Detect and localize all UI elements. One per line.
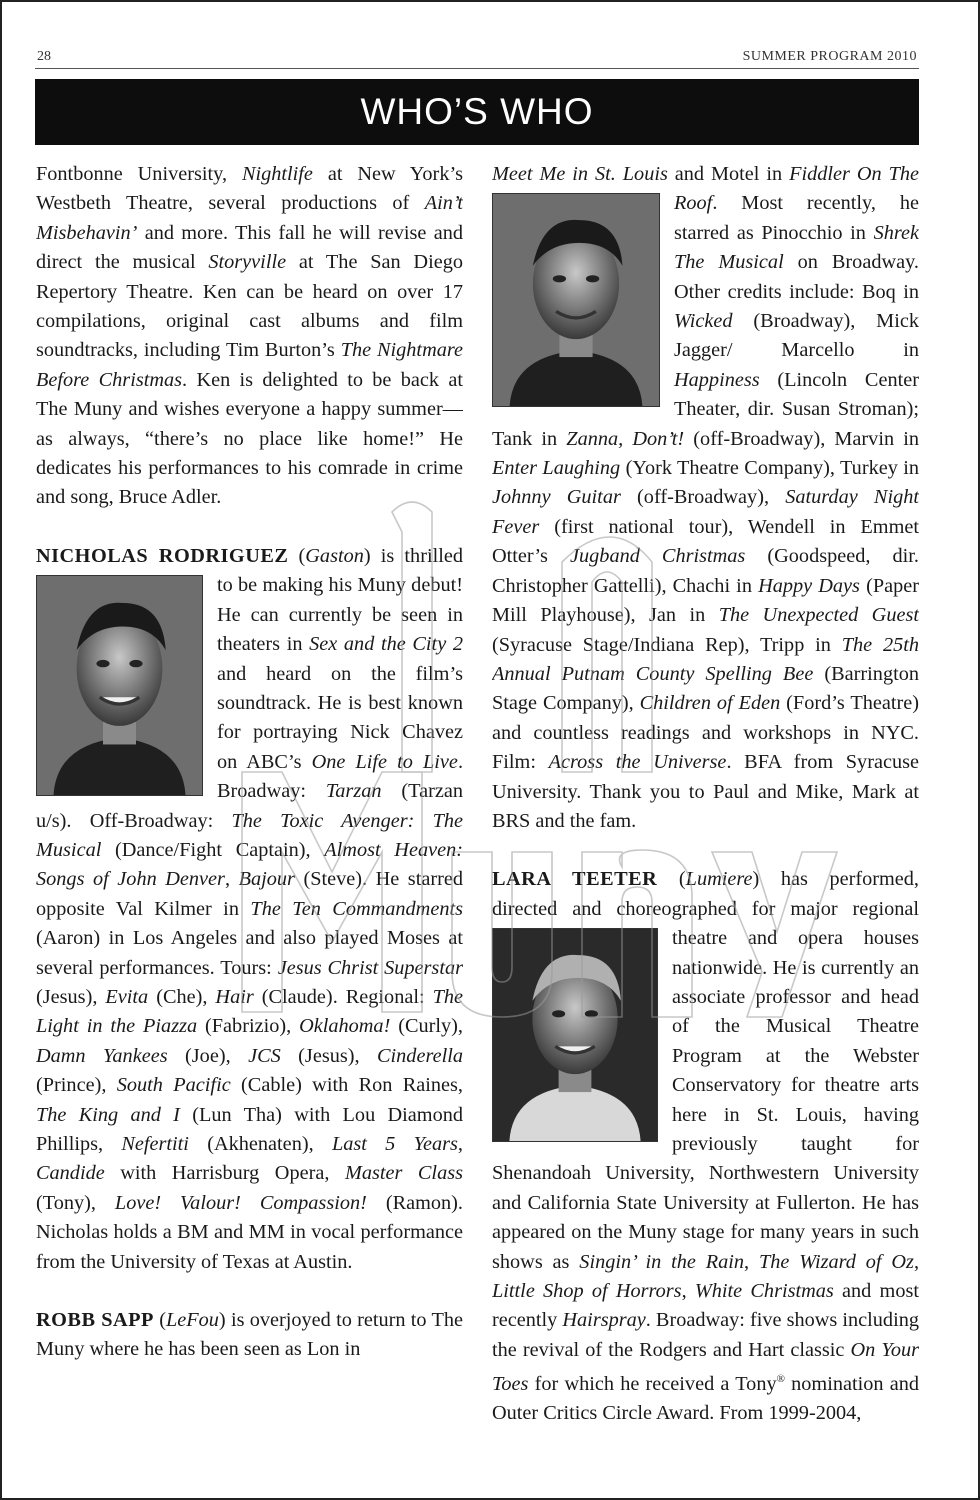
bio-name: LARA TEETER	[492, 868, 658, 891]
bio-nicholas-rodriguez: NICHOLAS RODRIGUEZ (Gaston) is thrilled to be making his Muny debut! He can currently be seen in theaters in Sex and the City 2 and heard on the film’s soundtrack. He is best known for portraying Nick Chavez on ABC’s One Life to Live. Broadway: Tarzan (Tarzan u/s). Off-Broadway: The Toxic Avenger: The Musical (Dance/Fight Captain), Almost Heaven: Songs of John Denver, Bajour (Steve). He starred opposite Val Kilmer in The Ten Commandments (Aaron) in Los Angeles and also played Moses at several performances. Tours: Jesus Christ Superstar (Jesus), Evita (Che), Hair (Claude). Regional: The Light in the Piazza (Fabrizio), Oklahoma! (Curly), Damn Yankees (Joe), JCS (Jesus), Cinderella (Prince), South Pacific (Cable) with Ron Raines, The King and I (Lun Tha) with Lou Diamond Phillips, Nefertiti (Akhenaten), Last 5 Years, Candide with Harrisburg Opera, Master Class (Tony), Love! Valour! Compassion! (Ramon). Nicholas holds a BM and MM in vocal performance from the University of Texas at Austin.	[36, 544, 463, 1273]
bio-role: Lumiere	[685, 868, 753, 891]
bio-lara-teeter: LARA TEETER (Lumiere) has performed, directed and choreographed for major regional theatre and opera houses nationwide. He is currently an associate professor and head of the Musical Theatre Program at the Webster Conservatory for theatre arts here in St. Louis, having previously taught for Shenandoah University, Northwestern University and California State University at Fullerton. He has appeared on the Muny stage for many years in such shows as Singin’ in the Rain, The Wizard of Oz, Little Shop of Horrors, White Christmas and most recently Hairspray. Broadway: five shows including the revival of the Rodgers and Hart classic On Your Toes for which he received a Tony® nomination and Outer Critics Circle Award. From 1999-2004,	[492, 868, 919, 1425]
left-column	[36, 160, 463, 1460]
program-title: SUMMER PROGRAM 2010	[742, 49, 917, 64]
bio-text: is thrilled to be making his Muny debut! He can currently be seen in theaters in Sex and the City 2 and heard on the film’s soundtrack. He is best known for portraying Nick Chavez on ABC’s One Life to Live. Broadway: Tarzan (Tarzan u/s). Off-Broadway: The Toxic Avenger: The Musical (Dance/Fight Captain), Almost Heaven: Songs of John Denver, Bajour (Steve). He starred opposite Val Kilmer in The Ten Commandments (Aaron) in Los Angeles and also played Moses at several performances. Tours: Jesus Christ Superstar (Jesus), Evita (Che), Hair (Claude). Regional: The Light in the Piazza (Fabrizio), Oklahoma! (Curly), Damn Yankees (Joe), JCS (Jesus), Cinderella (Prince), South Pacific (Cable) with Ron Raines, The King and I (Lun Tha) with Lou Diamond Phillips, Nefertiti (Akhenaten), Last 5 Years, Candide with Harrisburg Opera, Master Class (Tony), Love! Valour! Compassion! (Ramon). Nicholas holds a BM and MM in vocal performance from the University of Texas at Austin.	[36, 544, 463, 1273]
bio-name: ROBB SAPP	[36, 1309, 154, 1332]
bio-role: LeFou	[165, 1309, 219, 1332]
bio-role: Gaston	[305, 544, 364, 567]
bio-text: has performed, directed and choreographed for major regional theatre and opera houses nationwide. He is currently an associate professor and head of the Musical Theatre Program at the Webster Conservatory for theatre arts here in St. Louis, having previously taught for Shenandoah University, Northwestern University and California State University at Fullerton. He has appeared on the Muny stage for many years in such shows as Singin’ in the Rain, The Wizard of Oz, Little Shop of Horrors, White Christmas and most recently Hairspray. Broadway: five shows including the revival of the Rodgers and Hart classic On Your Toes for which he received a Tony® nomination and Outer Critics Circle Award. From 1999-2004,	[492, 868, 919, 1425]
bio-robb-sapp: ROBB SAPP (LeFou) is overjoyed to return to The Muny where he has been seen as Lon in	[36, 1309, 463, 1361]
right-column	[492, 160, 919, 1460]
photo-robb-sapp	[492, 193, 660, 407]
running-header	[35, 46, 919, 69]
bio-robb-sapp-continued	[492, 160, 919, 836]
bio-name: NICHOLAS RODRIGUEZ	[36, 544, 289, 567]
bio-text: is overjoyed to return to The Muny where he has been seen as Lon in	[36, 1309, 463, 1361]
page-number: 28	[37, 49, 51, 64]
continued-bio: Fontbonne University, Nightlife at New York’s Westbeth Theatre, several productions of Ain’t Misbehavin’ and more. This fall he will revise and direct the musical Storyville at The San Diego Repertory Theatre. Ken can be heard on over 17 compilations, original cast albums and film soundtracks, including Tim Burton’s The Nightmare Before Christmas. Ken is delighted to be back at The Muny and wishes everyone a happy summer—as always, “there’s no place like home!” He dedicates his performances to his comrade in crime and song, Bruce Adler.	[36, 163, 463, 509]
section-title: WHO’S WHO	[360, 91, 594, 132]
section-banner	[35, 79, 919, 145]
photo-nicholas-rodriguez	[36, 575, 203, 796]
bio-text-lead: Meet Me in St. Louis and Motel in Fiddler On The Roof. Most recently, he starred as Pinocchio in Shrek The Musical on Broadway. Other credits include: Boq in Wicked (Broadway), Mick Jagger/ Marcello in Happiness (Lincoln Center Theater, dir. Susan Stroman); Tank in Zanna, Don’t! (off-Broadway), Marvin in Enter Laughing (York Theatre Company), Turkey in Johnny Guitar (off-Broadway), Saturday Night Fever (first national tour), Wendell in Emmet Otter’s Jugband Christmas (Goodspeed, dir. Christopher Gattelli), Chachi in Happy Days (Paper Mill Playhouse), Jan in The Unexpected Guest (Syracuse Stage/Indiana Rep), Tripp in The 25th Annual Putnam County Spelling Bee (Barrington Stage Company), Children of Eden (Ford’s Theatre) and countless readings and workshops in NYC. Film: Across the Universe. BFA from Syracuse University. Thank you to Paul and Mike, Mark at BRS and the fam.	[492, 163, 919, 832]
photo-lara-teeter	[492, 928, 658, 1142]
